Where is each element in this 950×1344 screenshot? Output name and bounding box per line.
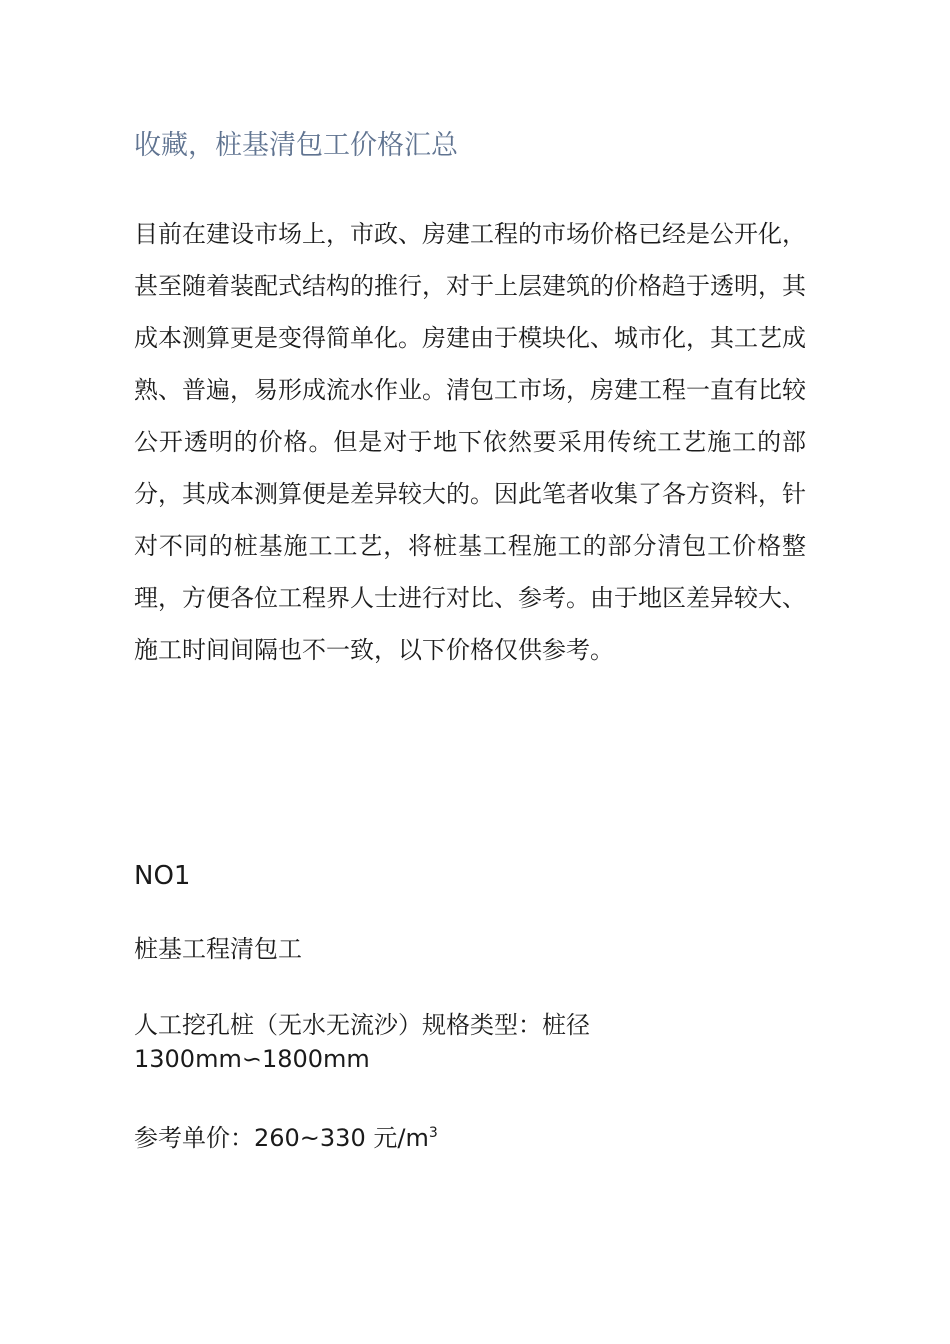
section-number: NO1 <box>134 861 191 891</box>
price-unit-superscript: 3 <box>428 1125 438 1141</box>
section-heading: 桩基工程清包工 <box>134 935 302 963</box>
article-title: 收藏，桩基清包工价格汇总 <box>134 130 458 161</box>
spec-line: 人工挖孔桩（无水无流沙）规格类型：桩径 1300mm∽1800mm <box>134 1011 590 1073</box>
price-text: 参考单价：260~330 元/m <box>134 1124 429 1152</box>
intro-paragraph: 目前在建设市场上，市政、房建工程的市场价格已经是公开化，甚至随着装配式结构的推行，对于上层建筑的价格趋于透明，其成本测算更是变得简单化。房建由于模块化、城市化，其工艺成熟、普遍，易形成流水作业。清包工市场，房建工程一直有比较公开透明的价格。但是对于地下依然要采用传统工艺施工的部分，其成本测算便是差异较大的。因此笔者收集了各方资料，针对不同的桩基施工工艺，将桩基工程施工的部分清包工价格整理，方便各位工程界人士进行对比、参考。由于地区差异较大、施工时间间隔也不一致，以下价格仅供参考。 <box>134 220 806 664</box>
price-line <box>134 1119 814 1157</box>
